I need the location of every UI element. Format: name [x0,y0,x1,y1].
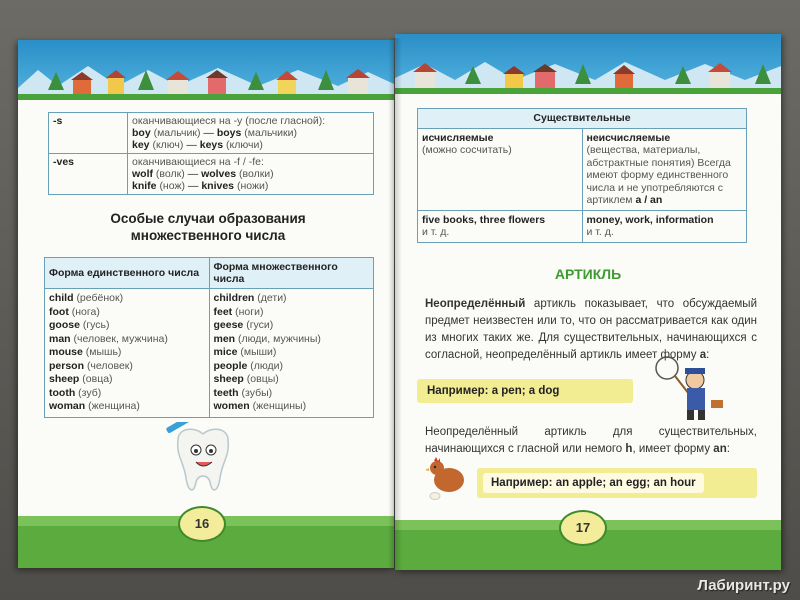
rule-note: оканчивающиеся на -f / -fe: [132,156,264,168]
word: man [49,332,71,345]
word: mice [213,346,238,358]
hen-illustration [425,454,471,500]
table-header-row [418,109,747,129]
plural-word: knives [201,180,235,192]
word: foot [49,305,69,318]
word: feet [213,305,233,318]
translation: (ноги) [235,305,264,318]
paragraph-text: , имеет форму [632,443,711,455]
translation: (гусь) [82,319,110,331]
translation: (зубы) [241,386,273,399]
special-cases-heading [58,210,358,244]
butterfly-catcher-illustration [649,354,729,422]
table-header-row [45,258,374,289]
word: child [49,292,74,304]
uncountable-label: неисчисляемые [586,131,671,144]
translation: (мышь) [85,346,122,358]
uncountable-note: (вещества, материалы, абстрактные понятия) Всегда имеют форму единственного числа и не употребляются с артиклем [586,144,731,206]
translation: (нога) [71,305,100,318]
word: sheep [213,373,244,385]
translation: (волк) [155,168,185,180]
section-title: АРТИКЛЬ [554,266,622,282]
translation: (ключ) [152,139,184,151]
emphasis: h [625,443,633,455]
table-row [45,289,374,418]
article-forms: a / an [635,194,663,206]
paragraph-text: Неопределённый артикль для существительных, начинающихся с гласной или немого [425,426,757,455]
word: woman [49,400,86,412]
example-box-2 [477,468,757,498]
uncountable-examples: money, work, information [586,213,714,226]
singular-cell [45,289,210,418]
countable-note: (можно сосчитать) [422,144,512,156]
article-paragraph: Неопределённый артикль показывает, что обсуждаемый предмет неизвестен или то, что он рассматривается как один из многих таких же. Для существительных, начинающихся с согласной, неопределённый артикль имеет форму a: [425,298,757,361]
irregular-plurals-table [44,257,374,418]
word: mouse [49,346,83,358]
rule-note: оканчивающиеся на -y (после гласной): [132,115,326,127]
example-text: Например: a pen; a dog [427,385,560,397]
table-row [418,128,747,210]
tooth-mascot-illustration [158,422,248,502]
page-number: 17 [559,510,607,546]
translation: (овцы) [246,373,279,385]
uncountable-cell [582,128,747,210]
word: people [213,359,248,372]
word: goose [49,319,80,331]
left-page [18,40,394,568]
ending-cell: -s [49,113,128,154]
uncountable-examples-cell [582,210,747,242]
word: sheep [49,373,80,385]
translation: (нож) [159,180,185,192]
translation: (ножи) [236,180,269,192]
translation: (гуси) [246,319,274,331]
word: tooth [49,386,76,399]
village-banner [395,34,781,94]
word: women [213,400,250,412]
word: children [213,292,255,304]
countable-examples: five books, three flowers [422,213,546,226]
emphasis: Неопределённый [425,298,526,310]
village-banner [18,40,394,100]
rule-cell: оканчивающиеся на -y (после гласной): boy (мальчик) — boys (мальчики) key (ключ) — keys (ключи) [128,113,374,154]
etc-text: и т. д. [586,226,614,238]
heading-line: множественного числа [130,228,286,243]
example-text: Например: an apple; an egg; an hour [483,473,704,493]
page-number: 16 [178,506,226,542]
example-word: key [132,139,150,151]
word: men [213,332,236,345]
word: person [49,359,85,372]
article-form: an [713,443,727,455]
header-singular: Форма единственного числа [45,258,210,289]
example-word: knife [132,180,157,192]
table-row [49,154,374,195]
village-illustration [395,34,781,94]
plural-cell [209,289,374,418]
translation: (мыши) [240,346,277,358]
translation: (мальчик) [153,127,201,139]
example-box [417,379,633,403]
word: geese [213,319,244,331]
plural-word: boys [216,127,242,139]
translation: (мальчики) [244,127,298,139]
header-plural: Форма множественного числа [209,258,374,289]
word: teeth [213,386,239,399]
translation: (люди, мужчины) [238,332,321,345]
plural-rules-table [48,112,374,195]
heading-line: Особые случаи образования [110,211,306,226]
watermark: Лабиринт.ру [697,577,790,594]
etc-text: и т. д. [422,226,450,238]
translation: (женщина) [88,400,140,412]
translation: (человек) [86,359,133,372]
translation: (дети) [257,292,287,304]
translation: (ключи) [226,139,263,151]
village-illustration [18,40,394,100]
rule-cell: оканчивающиеся на -f / -fe: wolf (волк) — wolves (волки) knife (нож) — knives (ножи) [128,154,374,195]
translation: (человек, мужчина) [73,332,168,345]
right-page [395,34,781,570]
translation: (зуб) [78,386,102,399]
countable-examples-cell [418,210,583,242]
article-paragraph-2: Неопределённый артикль для существительных, начинающихся с гласной или немого h, имеет форму an: [425,426,757,455]
article-form: a [699,349,707,361]
nouns-table [417,108,747,243]
translation: (люди) [250,359,284,372]
translation: (женщины) [252,400,307,412]
translation: (волки) [239,168,274,180]
table-row [418,210,747,242]
countable-label: исчисляемые [422,131,494,144]
book-spine [388,38,402,570]
nouns-header: Существительные [418,109,747,129]
example-word: boy [132,127,151,139]
plural-word: wolves [201,168,237,180]
ending-cell: -ves [49,154,128,195]
plural-word: keys [199,139,224,151]
translation: (ребёнок) [76,292,124,304]
countable-cell [418,128,583,210]
paragraph-text: артикль показывает, что обсуждаемый предмет неизвестен или то, что он рассматривается как один из многих таких же. Для существительных, начинающихся с согласной, неопределённый артикль имеет форму [425,298,757,361]
example-word: wolf [132,168,153,180]
table-row [49,113,374,154]
translation: (овца) [82,373,113,385]
